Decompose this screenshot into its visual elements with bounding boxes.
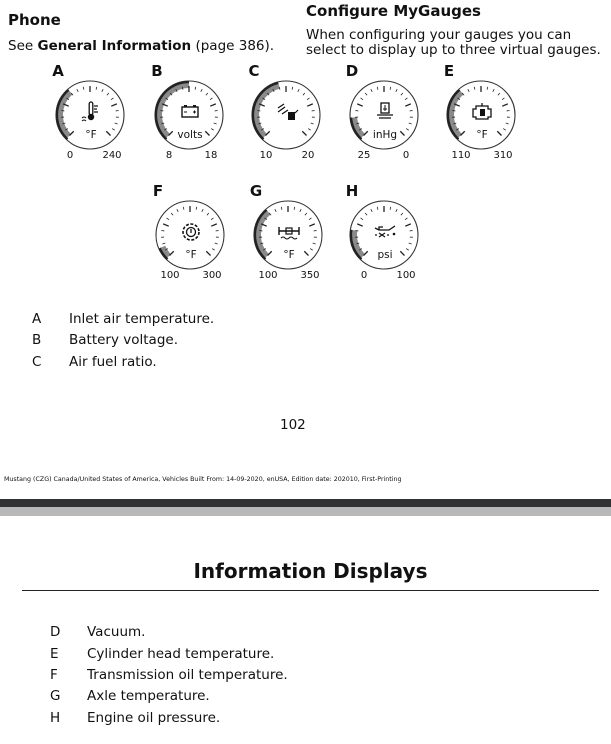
gauge-unit: volts: [177, 129, 203, 141]
list-item-text: Cylinder head temperature.: [87, 646, 275, 662]
gauge-min-label: 0: [360, 270, 368, 281]
gauge-unit: psi: [377, 249, 393, 261]
gauge-b: [151, 62, 223, 161]
gauge-f: [153, 182, 224, 281]
gauge-letter: E: [443, 62, 455, 80]
list-item-text: Inlet air temperature.: [69, 311, 215, 327]
gauge-letter: A: [52, 62, 64, 80]
list-item-text: Air fuel ratio.: [69, 354, 157, 370]
gauge-min-label: 100: [160, 270, 180, 281]
list-item-letter: G: [50, 688, 61, 704]
gauge-letter: C: [248, 62, 260, 80]
gauge-e: [444, 62, 515, 161]
section-rule: [22, 590, 599, 591]
gauge-unit: °F: [185, 249, 197, 261]
gauge-max-label: 310: [493, 150, 513, 161]
gauge-letter: D: [345, 62, 359, 80]
gauge-c: [248, 62, 320, 161]
list-item-letter: A: [32, 311, 42, 327]
list-item-letter: C: [32, 354, 42, 370]
list-item-text: Axle temperature.: [87, 688, 210, 704]
gauge-max-label: 300: [202, 270, 222, 281]
gauge-max-label: 350: [300, 270, 320, 281]
gauge-unit: °F: [476, 129, 488, 141]
gauge-max-label: 20: [301, 150, 315, 161]
gauge-min-label: 25: [357, 150, 371, 161]
page-divider-light: [0, 507, 611, 516]
configure-mygauges-body: When configuring your gauges you can select to display up to three virtual gauges.: [306, 27, 601, 58]
gauge-a: [52, 62, 124, 161]
gauge-min-label: 0: [66, 150, 74, 161]
footer-text: Mustang (CZG) Canada/United States of America, Vehicles Built From: 14-09-2020, enUSA, Edition date: 202010, First-Printing: [4, 476, 402, 483]
page-divider-dark: [0, 499, 611, 507]
gauge-letter: H: [345, 182, 359, 200]
gauge-h: [346, 182, 418, 281]
gauge-unit: inHg: [372, 129, 398, 141]
list-item-letter: D: [50, 624, 61, 640]
see-reference: [8, 38, 274, 54]
gauge-letter: G: [249, 182, 263, 200]
gauge-min-label: 8: [165, 150, 173, 161]
list-item-letter: F: [50, 667, 58, 683]
list-item-letter: H: [50, 710, 61, 726]
list-item-letter: E: [50, 646, 59, 662]
list-item-text: Engine oil pressure.: [87, 710, 221, 726]
gauge-letter: F: [152, 182, 164, 200]
gauge-max-label: 100: [396, 270, 416, 281]
gauge-max-label: 240: [102, 150, 122, 161]
gauge-min-label: 10: [259, 150, 273, 161]
general-information-link[interactable]: General Information: [37, 38, 192, 54]
gauge-letter: B: [151, 62, 163, 80]
gauge-min-label: 110: [451, 150, 471, 161]
configure-mygauges-heading: Configure MyGauges: [306, 2, 481, 20]
gauge-d: [346, 62, 418, 161]
phone-heading: Phone: [8, 11, 61, 29]
gauge-g: [250, 182, 322, 281]
list-item-text: Vacuum.: [87, 624, 146, 640]
section-title: Information Displays: [193, 559, 428, 583]
page-number: 102: [280, 417, 306, 433]
gauge-max-label: 18: [204, 150, 218, 161]
gauge-unit: °F: [85, 129, 97, 141]
gauges-illustration: [0, 60, 611, 285]
gauge-min-label: 100: [258, 270, 278, 281]
list-item-text: Battery voltage.: [69, 332, 178, 348]
list-item-text: Transmission oil temperature.: [87, 667, 288, 683]
gauge-unit: °F: [283, 249, 295, 261]
see-suffix: (page 386).: [191, 38, 275, 54]
gauge-max-label: 0: [402, 150, 410, 161]
see-prefix: See: [8, 38, 38, 54]
list-item-letter: B: [32, 332, 42, 348]
